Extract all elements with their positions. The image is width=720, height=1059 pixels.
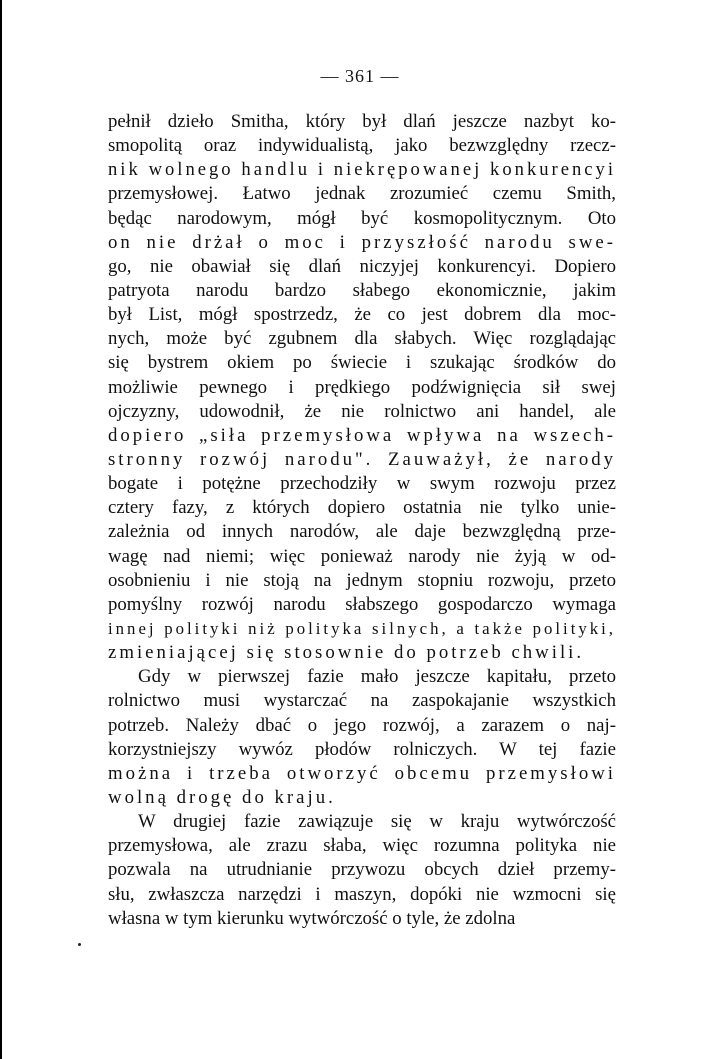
text-line: osobnieniu i nie stoją na jednym stopniu rozwoju, przeto xyxy=(108,569,616,591)
scan-edge-line xyxy=(0,0,2,1059)
text-line: go, nie obawiał się dlań niczyjej konkurencyi. Dopiero xyxy=(108,255,616,277)
text-line: był List, mógł spostrzedz, że co jest dobrem dla moc‑ xyxy=(108,304,616,326)
text-line: zależnia od innych narodów, ale daje bezwzględną prze‑ xyxy=(108,521,616,543)
text-line: przemysłowa, ale zrazu słaba, więc rozumna polityka nie xyxy=(108,835,616,857)
text-line: innej polityki niż polityka silnych, a także polityki, xyxy=(108,618,616,638)
text-line: wagę nad niemi; więc ponieważ narody nie żyją w od‑ xyxy=(108,545,616,567)
text-line: wolną drogę do kraju. xyxy=(108,786,336,808)
text-line: smopolitą oraz indywidualistą, jako bezwzględny rzecz‑ xyxy=(108,135,616,157)
text-line: możliwie pewnego i prędkiego podźwignięcia sił swej xyxy=(108,376,616,398)
text-line: rolnictwo musi wystarczać na zaspokajanie wszystkich xyxy=(108,690,616,712)
text-line: pełnił dzieło Smitha, który był dlań jeszcze nazbyt ko‑ xyxy=(108,111,616,132)
page-number: — 361 — xyxy=(320,66,400,86)
text-line: własna w tym kierunku wytwórczość o tyle, że zdolna xyxy=(108,907,516,929)
text-line: on nie drżał o moc i przyszłość narodu swe‑ xyxy=(108,231,616,253)
text-line: cztery fazy, z których dopiero ostatnia nie tylko unie‑ xyxy=(108,497,616,519)
text-line: pozwala na utrudnianie przywozu obcych dzieł przemy‑ xyxy=(108,859,616,881)
text-line: nik wolnego handlu i niekrępowanej konkurencyi xyxy=(108,159,616,181)
text-line: stronny rozwój narodu". Zauważył, że narody xyxy=(108,448,616,470)
text-line: pomyślny rozwój narodu słabszego gospodarczo wymaga xyxy=(108,593,616,615)
text-line: nych, może być zgubnem dla słabych. Więc rozglądając xyxy=(108,328,616,350)
text-line: się bystrem okiem po świecie i szukając środków do xyxy=(108,352,616,374)
text-line: patryota narodu bardzo słabego ekonomicznie, jakim xyxy=(108,279,616,301)
margin-speck xyxy=(78,943,81,946)
text-line: korzystniejszy wywóz płodów rolniczych. W tej fazie xyxy=(108,738,616,760)
text-line: W drugiej fazie zawiązuje się w kraju wytwórczość xyxy=(138,811,616,833)
text-line: słu, zwłaszcza narzędzi i maszyn, dopóki nie wzmocni się xyxy=(108,883,616,905)
text-line: będąc narodowym, mógł być kosmopolitycznym. Oto xyxy=(108,207,616,229)
text-line: potrzeb. Należy dbać o jego rozwój, a zarazem o naj‑ xyxy=(108,714,616,736)
text-line: przemysłowej. Łatwo jednak zrozumieć czemu Smith, xyxy=(108,183,616,205)
body-text xyxy=(108,110,616,931)
text-line: bogate i potężne przechodziły w swym rozwoju przez xyxy=(108,473,616,495)
text-line: Gdy w pierwszej fazie mało jeszcze kapitału, przeto xyxy=(138,666,616,688)
text-line: można i trzeba otworzyć obcemu przemysłowi xyxy=(108,762,616,784)
text-line: ojczyzny, udowodnił, że nie rolnictwo ani handel, ale xyxy=(108,400,616,422)
text-line: dopiero „siła przemysłowa wpływa na wszech‑ xyxy=(108,424,616,446)
text-line: zmieniającej się stosownie do potrzeb chwili. xyxy=(108,642,585,664)
